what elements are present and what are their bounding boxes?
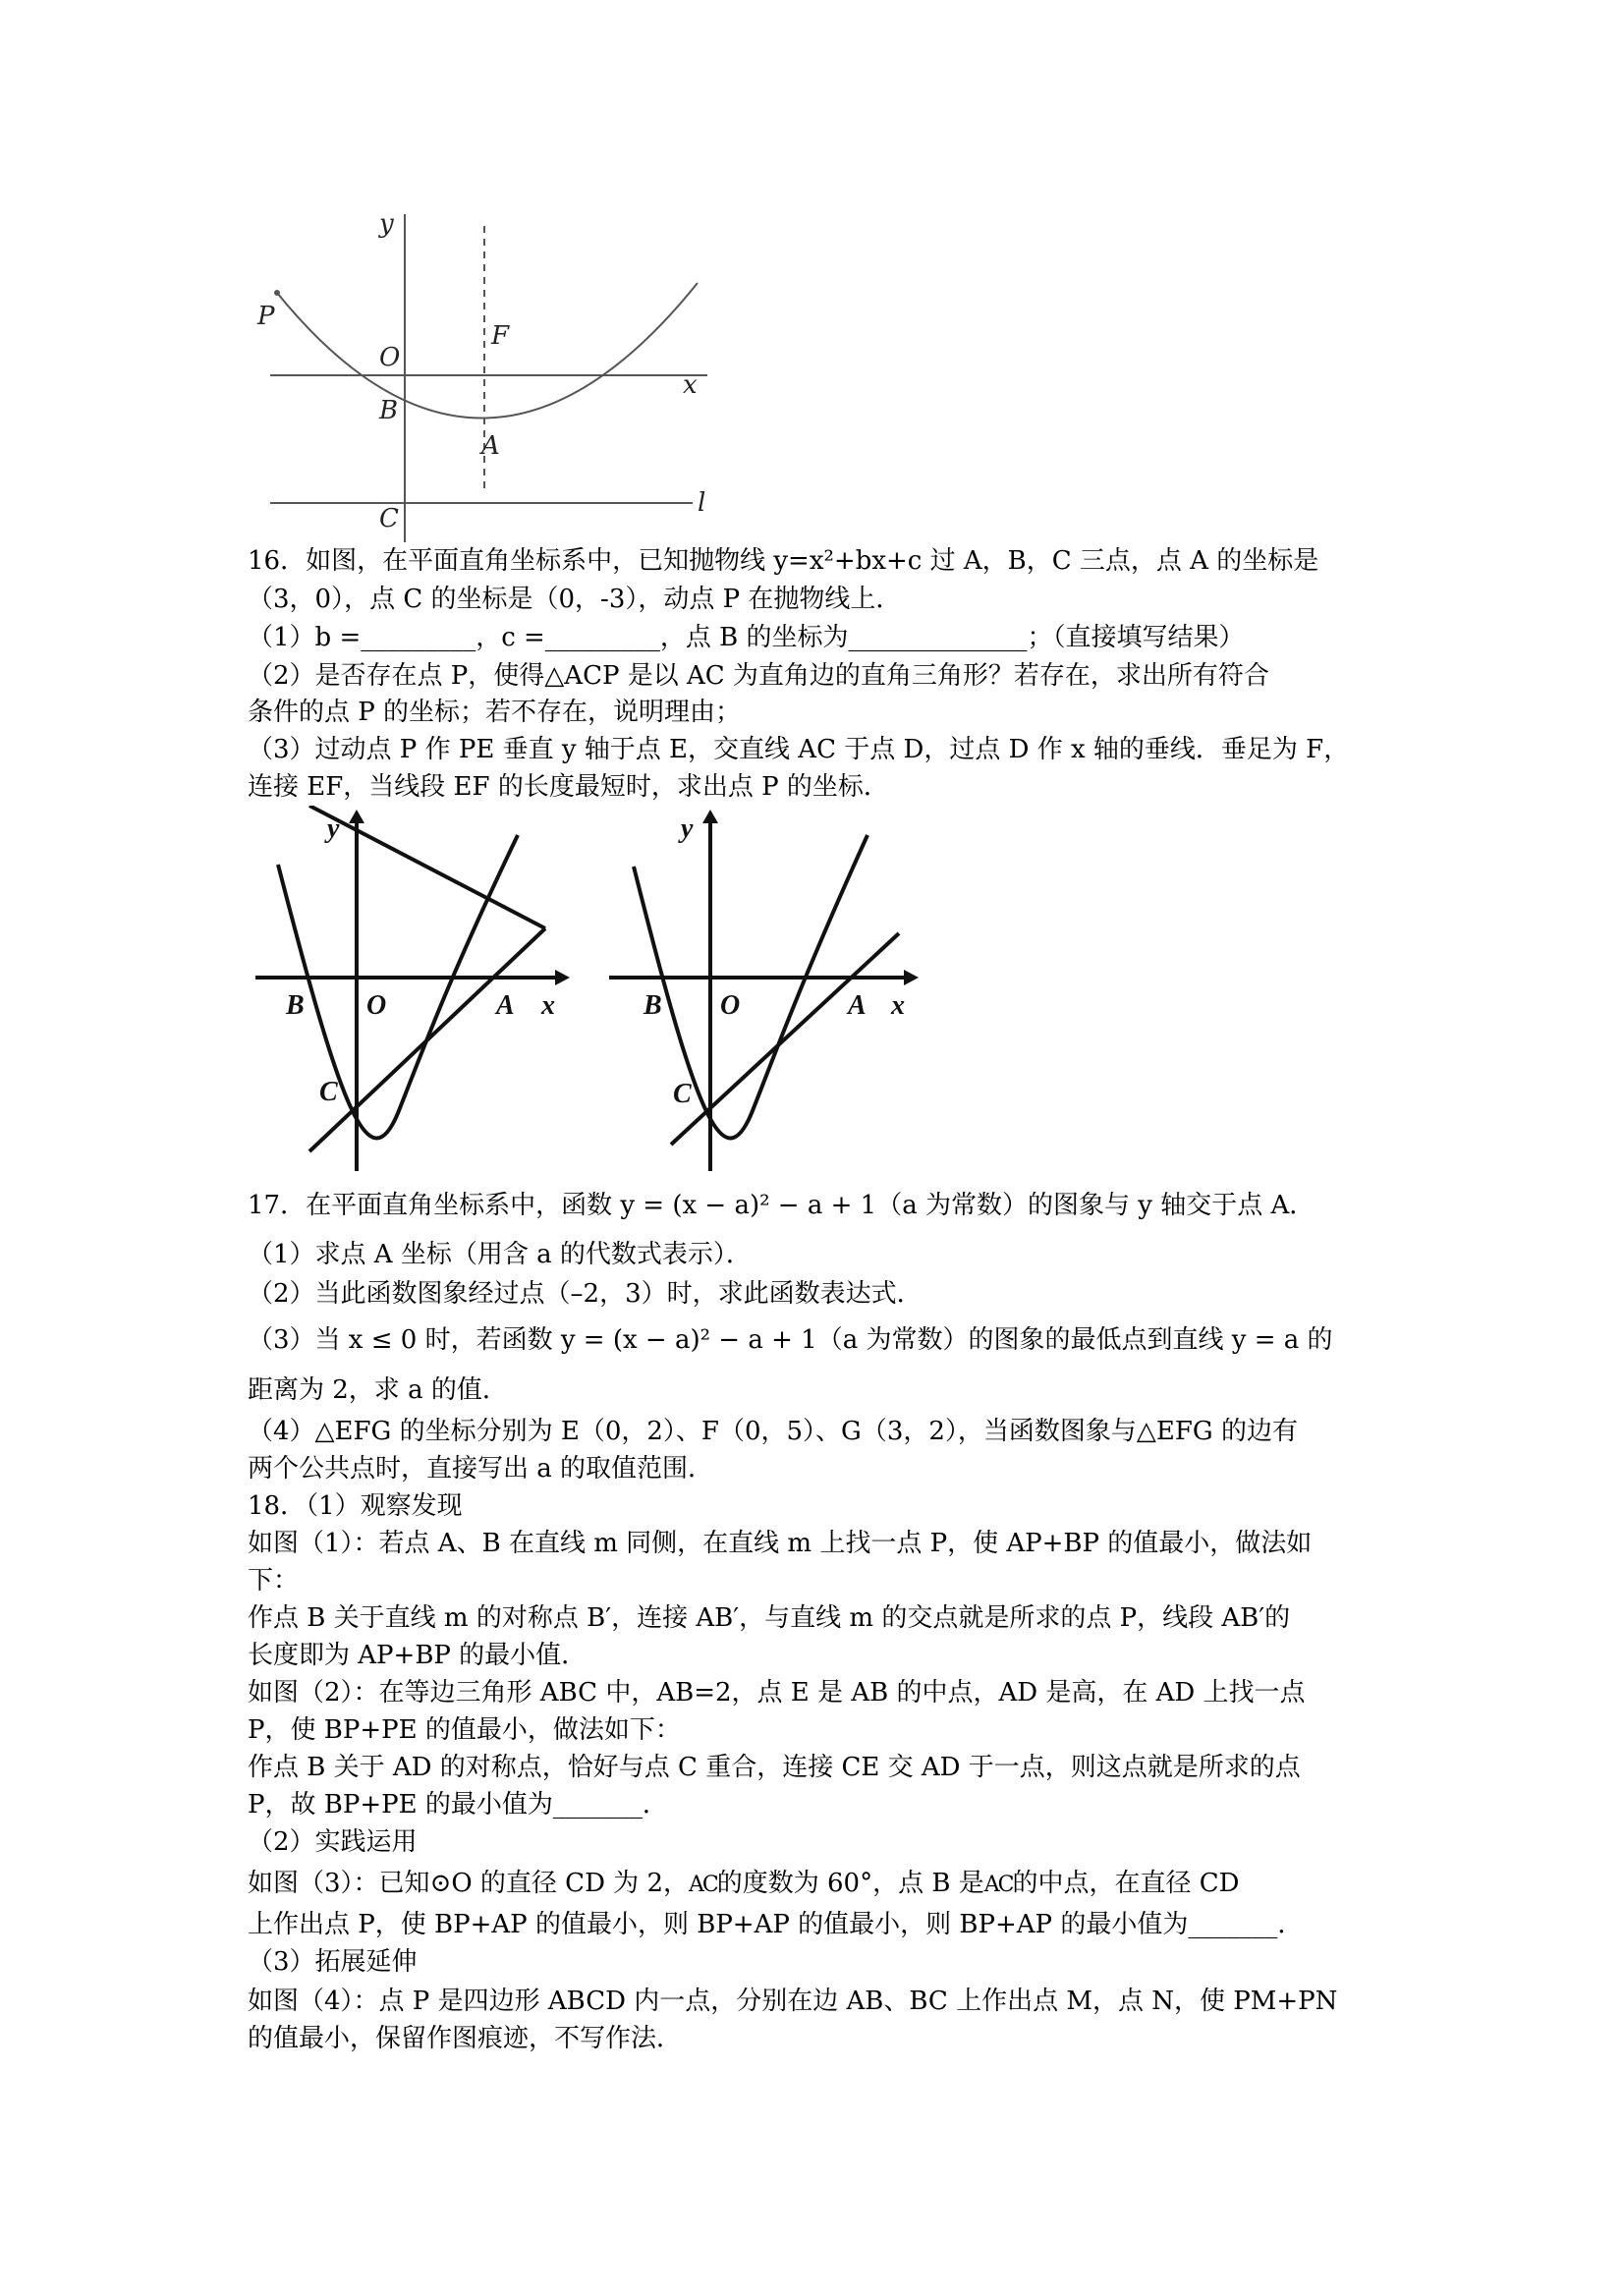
fig2l-label-A: A [496,990,515,1021]
q18-line11-part1: 如图（3）：已知⊙O 的直径 CD 为 2， [248,1869,689,1898]
label-x: x [683,370,698,400]
label-P: P [257,302,275,331]
q18-line11 [248,1865,1239,1904]
q16-line1: 16．如图，在平面直角坐标系中，已知抛物线 y=x²+bx+c 过 A，B，C 三点，点 A 的坐标是 [248,546,1319,576]
q18-line11-part2: 的度数为 60°，点 B 是 [716,1869,984,1898]
figure-parabola-right [604,806,938,1179]
q17-line4: （3）当 x ≤ 0 时，若函数 y = (x − a)² − a + 1（a 为常数）的图象的最低点到直线 y = a 的 [248,1325,1333,1355]
q16-line6: （3）过动点 P 作 PE 垂直 y 轴于点 E，交直线 AC 于点 D，过点 D 作 x 轴的垂线．垂足为 F， [248,735,1350,764]
q18-line1: 18．（1）观察发现 [248,1491,463,1521]
q18-line5: 长度即为 AP+BP 的最小值． [248,1641,588,1670]
fig2l-label-x: x [541,990,555,1021]
q16-line2: （3，0），点 C 的坐标是（0，-3），动点 P 在抛物线上． [248,585,902,614]
q16-line7: 连接 EF，当线段 EF 的长度最短时，求出点 P 的坐标． [248,772,889,802]
arc-AC-2: AC [983,1873,1013,1897]
q18-line8: 作点 B 关于 AD 的对称点，恰好与点 C 重合，连接 CE 交 AD 于一点，则这点就是所求的点 [248,1753,1301,1782]
arc-AC-1: AC [688,1873,717,1897]
q16-line3: （1）b =_________，c =_________，点 B 的坐标为______________；（直接填写结果） [248,623,1245,652]
label-C: C [379,504,399,533]
fig2r-label-A: A [848,990,867,1021]
q18-line12: 上作出点 P，使 BP+AP 的值最小，则 BP+AP 的值最小，则 BP+AP 的最小值为_______． [248,1910,1304,1939]
q17-line3: （2）当此函数图象经过点（–2，3）时，求此函数表达式． [248,1279,923,1309]
fig2r-label-O: O [720,990,741,1021]
q17-line2: （1）求点 A 坐标（用含 a 的代数式表示）． [248,1240,752,1269]
figure-parabola-directrix [246,196,737,550]
q18-line14: 如图（4）：点 P 是四边形 ABCD 内一点，分别在边 AB、BC 上作出点 M，点 N，使 PM+PN [248,1987,1338,2016]
fig2r-label-C: C [673,1079,692,1109]
fig2r-label-x: x [891,990,905,1021]
q17-line5: 距离为 2，求 a 的值． [248,1375,508,1405]
q18-line13: （3）拓展延伸 [248,1947,418,1977]
q16-line4: （2）是否存在点 P，使得△ACP 是以 AC 为直角边的直角三角形？若存在，求出所有符合 [248,661,1269,691]
fig2l-label-B: B [286,990,305,1021]
q18-line2: 如图（1）：若点 A、B 在直线 m 同侧，在直线 m 上找一点 P，使 AP+BP 的值最小，做法如 [248,1529,1313,1558]
q18-line6: 如图（2）：在等边三角形 ABC 中，AB=2，点 E 是 AB 的中点，AD 是高，在 AD 上找一点 [248,1678,1306,1708]
q18-line7: P，使 BP+PE 的值最小，做法如下： [248,1715,681,1745]
figure-parabola-left [251,806,585,1179]
label-O: O [379,343,401,372]
q16-line5: 条件的点 P 的坐标；若不存在，说明理由； [248,698,742,727]
fig2r-label-B: B [644,990,662,1021]
q18-line11-part3: 的中点，在直径 CD [1012,1869,1240,1898]
q17-line1: 17．在平面直角坐标系中，函数 y = (x − a)² − a + 1（a 为常数）的图象与 y 轴交于点 A． [248,1191,1315,1220]
q17-line6: （4）△EFG 的坐标分别为 E（0，2）、F（0，5）、G（3，2），当函数图象与△EFG 的边有 [248,1417,1298,1446]
label-A: A [481,431,500,461]
label-F: F [491,321,510,351]
fig2r-label-y: y [681,813,694,844]
q18-line10: （2）实践运用 [248,1827,418,1857]
q17-line7: 两个公共点时，直接写出 a 的取值范围． [248,1454,714,1484]
label-B: B [379,396,399,425]
fig2l-label-O: O [366,990,387,1021]
label-y: y [379,209,394,239]
fig2l-label-y: y [327,813,340,844]
q18-line3: 下： [248,1566,300,1596]
q18-line9: P，故 BP+PE 的最小值为_______． [248,1790,668,1820]
fig2l-label-C: C [319,1077,338,1107]
q18-line4: 作点 B 关于直线 m 的对称点 B′，连接 AB′，与直线 m 的交点就是所求的点 P，线段 AB′的 [248,1603,1291,1633]
q18-line15: 的值最小，保留作图痕迹，不写作法． [248,2024,683,2053]
label-l: l [698,488,706,518]
